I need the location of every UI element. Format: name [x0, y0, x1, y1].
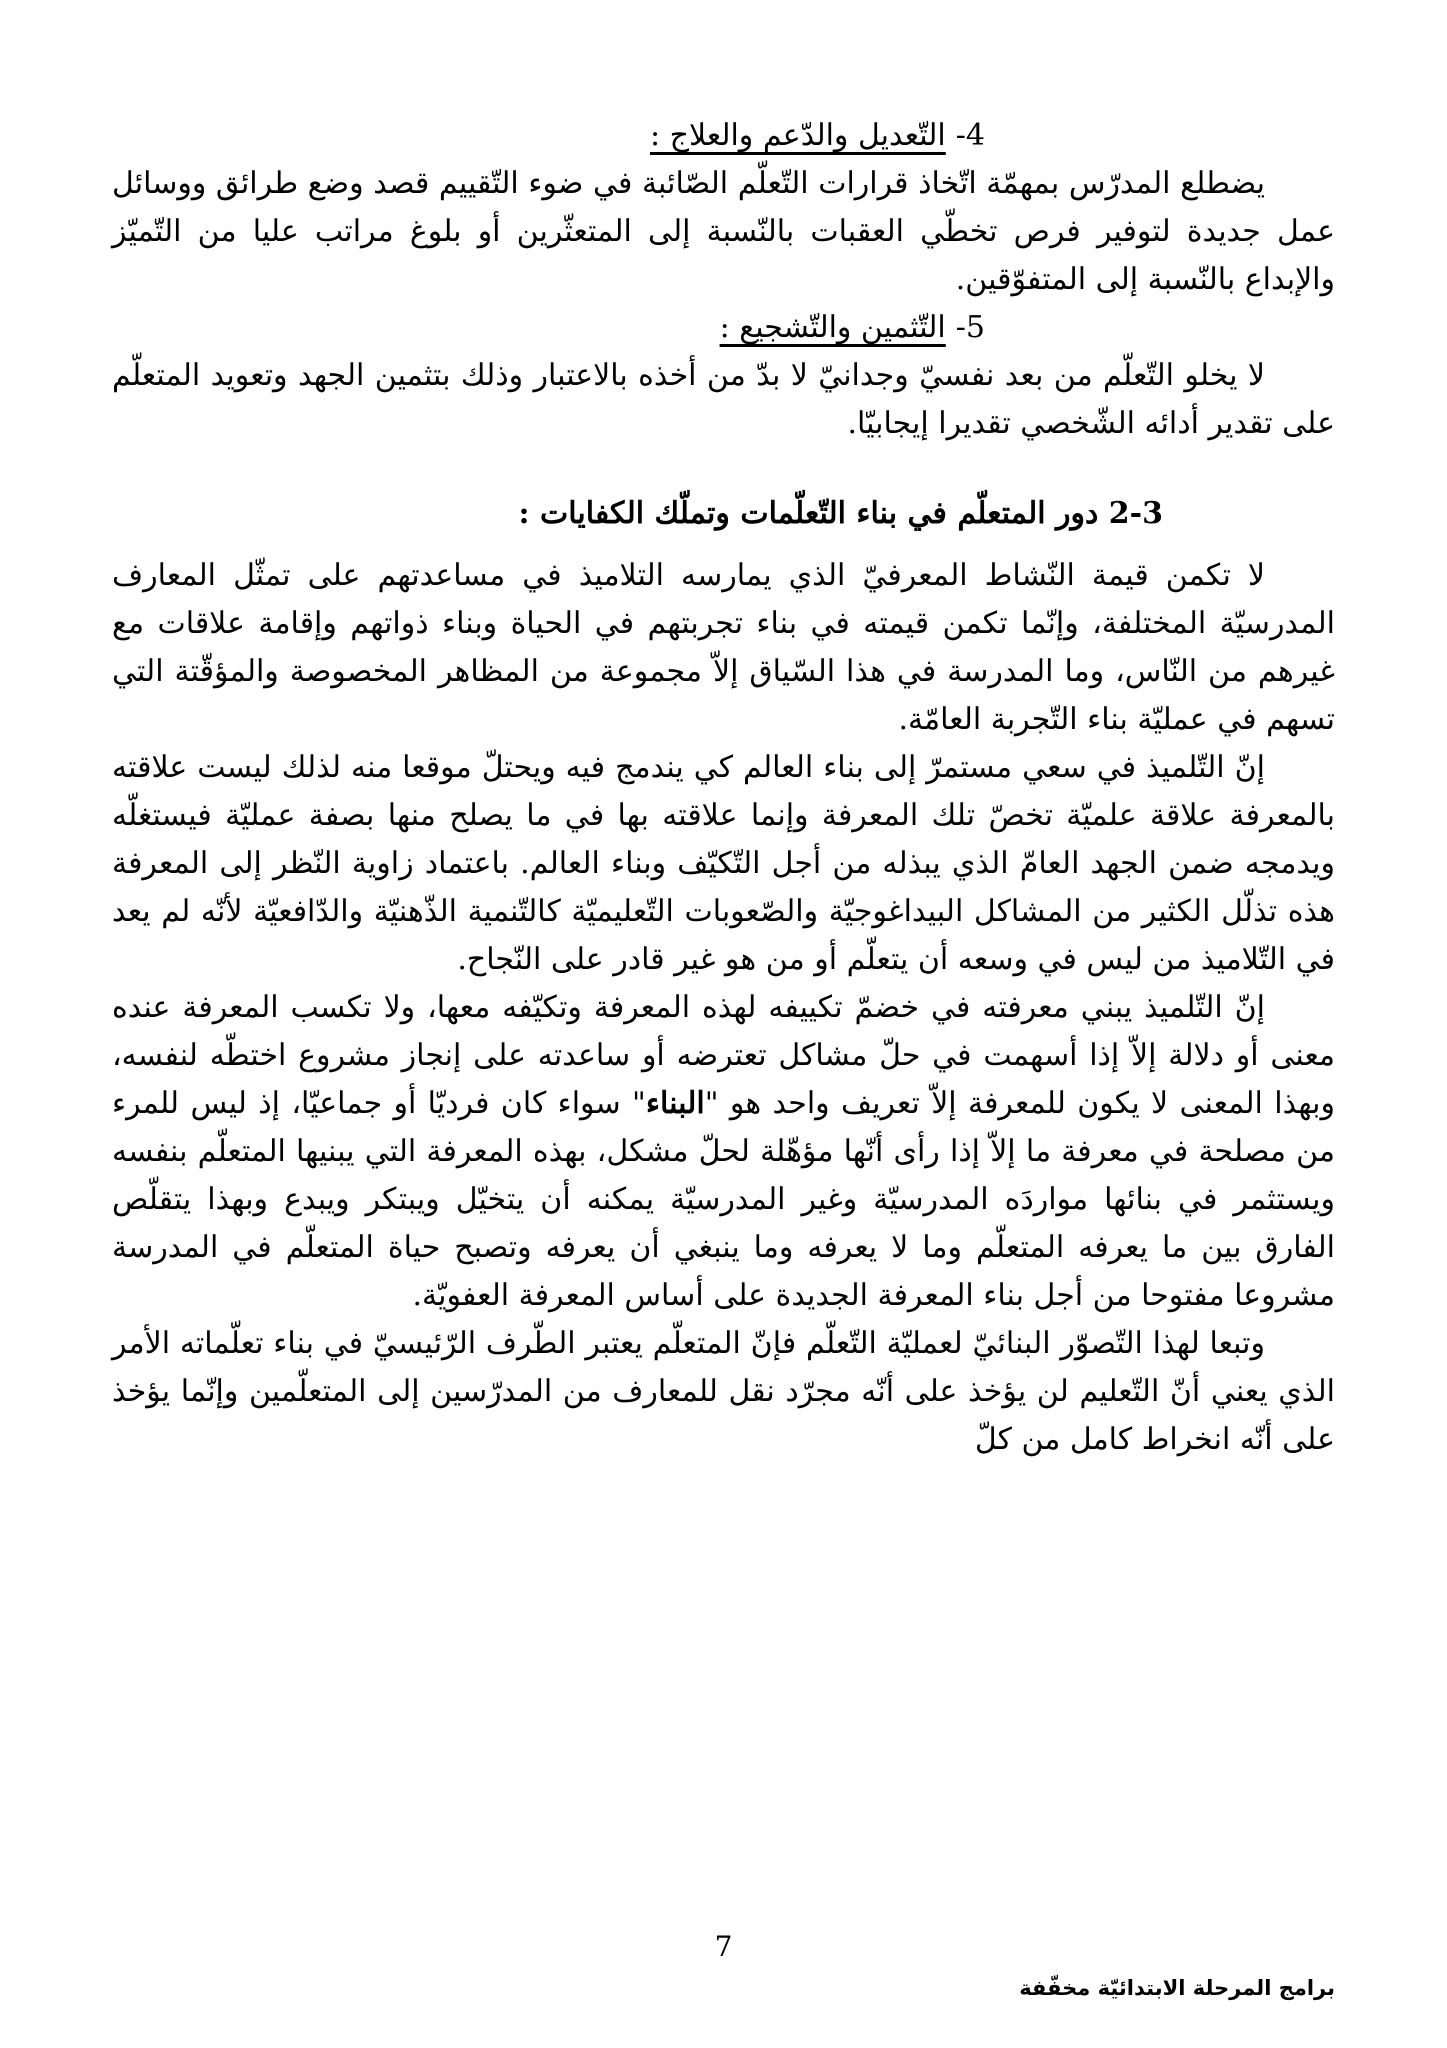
section-5-paragraph: لا يخلو التّعلّم من بعد نفسيّ وجدانيّ لا بدّ من أخذه بالاعتبار وذلك بتثمين الجهد وتعويد المتعلّم على تقدير أدائه الشّخصي تقديرا إيجابيّا. [112, 358, 1335, 441]
page-footer [112, 1930, 1335, 2000]
section-5-title: التّثمين والتّشجيع : [719, 310, 946, 345]
paragraph-1: لا تكمن قيمة النّشاط المعرفيّ الذي يمارسه التلاميذ في مساعدتهم على تمثّل المعارف المدرسيّة المختلفة، وإنّما تكمن قيمته في بناء تجربتهم في الحياة وبناء ذواتهم وإقامة علاقات مع غيرهم من النّاس، وما المدرسة في هذا السّياق إلاّ مجموعة من المظاهر المخصوصة والمؤقّتة التي تسهم في عمليّة بناء التّجربة العامّة. [112, 558, 1335, 737]
section-4-heading [112, 112, 1335, 160]
section-4-paragraph: يضطلع المدرّس بمهمّة اتّخاذ قرارات التّعلّم الصّائبة في ضوء التّقييم قصد وضع طرائق ووسائل عمل جديدة لتوفير فرص تخطّي العقبات بالنّسبة إلى المتعثّرين أو بلوغ مراتب عليا من التّميّز والإبداع بالنّسبة إلى المتفوّقين. [112, 166, 1335, 297]
section-4-title: التّعديل والدّعم والعلاج : [649, 118, 946, 153]
emphasized-term: البناء [645, 1086, 705, 1121]
footer-note: برامج المرحلة الابتدائيّة مخفّفة [1019, 1976, 1335, 2000]
paragraph-3-pre: إنّ التّلميذ يبني معرفته في خضمّ تكييفه لهذه المعرفة وتكيّفه معها، ولا تكسب المعرفة عنده معنى أو دلالة إلاّ إذا أسهمت في حلّ مشاكل تعترضه أو ساعدته على إنجاز مشروع اختطّه لنفسه، وبهذا المعنى لا يكون للمعرفة إلاّ تعريف واحد هو " [112, 990, 1335, 1121]
section-5-heading [112, 304, 1335, 352]
paragraph-3 [112, 984, 1335, 1320]
paragraph-2: إنّ التّلميذ في سعي مستمرّ إلى بناء العالم كي يندمج فيه ويحتلّ موقعا منه لذلك ليست علاقته بالمعرفة علاقة علميّة تخصّ تلك المعرفة وإنما علاقته بها في ما يصلح منها بصفة عمليّة فيستغلّه ويدمجه ضمن الجهد العامّ الذي يبذله من أجل التّكيّف وبناء العالم. باعتماد زاوية النّظر إلى المعرفة هذه تذلّل الكثير من المشاكل البيداغوجيّة والصّعوبات التّعليميّة كالتّنمية الذّهنيّة والدّافعيّة لأنّه لم يعد في التّلاميذ من ليس في وسعه أن يتعلّم أو من هو غير قادر على النّجاح. [112, 750, 1335, 977]
paragraph-4: وتبعا لهذا التّصوّر البنائيّ لعمليّة التّعلّم فإنّ المتعلّم يعتبر الطّرف الرّئيسيّ في بناء تعلّماته الأمر الذي يعني أنّ التّعليم لن يؤخذ على أنّه مجرّد نقل للمعارف من المدرّسين إلى المتعلّمين وإنّما يؤخذ على أنّه انخراط كامل من كلّ [112, 1326, 1335, 1457]
paragraph-3-post: " سواء كان فرديّا أو جماعيّا، إذ ليس للمرء من مصلحة في معرفة ما إلاّ إذا رأى أنّها مؤهّلة لحلّ مشكل، بهذه المعرفة التي يبنيها المتعلّم بنفسه ويستثمر في بنائها مواردَه المدرسيّة وغير المدرسيّة يمكنه أن يتخيّل ويبتكر ويبدع وبهذا يتقلّص الفارق بين ما يعرفه المتعلّم وما لا يعرفه وما ينبغي أن يعرفه وتصبح حياة المتعلّم في المدرسة مشروعا مفتوحا من أجل بناء المعرفة الجديدة على أساس المعرفة العفويّة. [112, 1086, 1335, 1313]
section-4-number: 4- [955, 118, 985, 153]
page-number: 7 [714, 1930, 733, 1963]
document-body [112, 112, 1335, 1464]
section-5-number: 5- [955, 310, 985, 345]
subsection-2-3-heading: 2-3 دور المتعلّم في بناء التّعلّمات وتملّك الكفايات : [518, 496, 1163, 531]
